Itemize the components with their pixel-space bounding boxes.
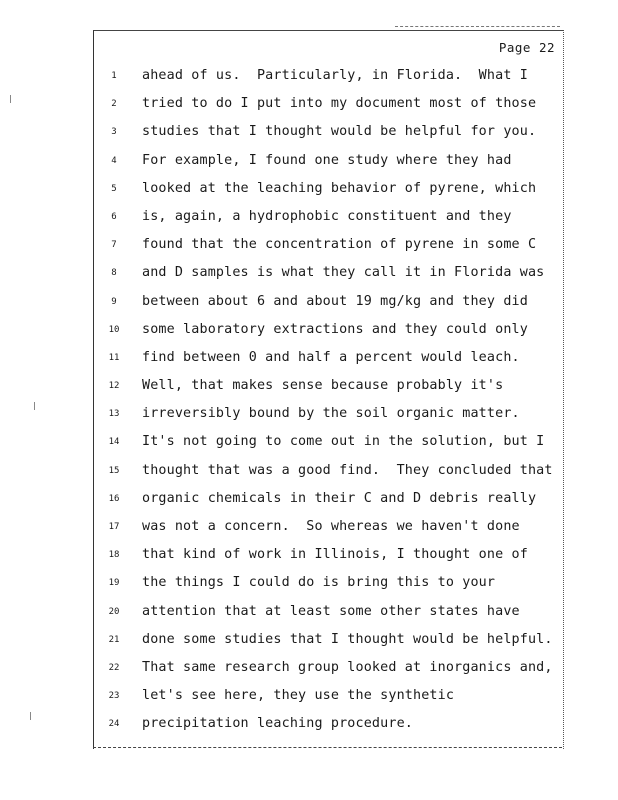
- page-number: Page 22: [498, 40, 555, 55]
- line-number: 16: [108, 493, 120, 504]
- line-number: 14: [108, 437, 120, 448]
- transcript-line: thought that was a good find. They concluded that: [142, 462, 553, 478]
- transcript-line: It's not going to come out in the solution, but I: [142, 434, 545, 450]
- transcript-line: done some studies that I thought would be helpful.: [142, 631, 553, 647]
- transcript-line: For example, I found one study where they had: [142, 152, 512, 168]
- line-number: 8: [111, 268, 117, 279]
- transcript-line: is, again, a hydrophobic constituent and they: [142, 208, 512, 224]
- transcript-page: [93, 30, 564, 749]
- transcript-line: ahead of us. Particularly, in Florida. What I: [142, 68, 528, 83]
- line-number: 12: [108, 381, 120, 392]
- line-number: 6: [111, 211, 117, 222]
- transcript-line: and D samples is what they call it in Florida was: [142, 265, 545, 281]
- line-number: 20: [108, 606, 120, 617]
- line-number: 24: [108, 719, 120, 730]
- scan-margin-mark: [10, 95, 11, 103]
- line-number: 23: [108, 691, 120, 702]
- transcript-line: let's see here, they use the synthetic: [142, 688, 455, 704]
- transcript-line: some laboratory extractions and they could only: [142, 321, 528, 337]
- transcript-line: between about 6 and about 19 mg/kg and they did: [142, 293, 528, 309]
- top-border-dash: [395, 26, 560, 28]
- transcript-line: That same research group looked at inorganics and,: [142, 659, 553, 675]
- transcript-line: organic chemicals in their C and D debris really: [142, 490, 537, 506]
- transcript-line: was not a concern. So whereas we haven't done: [142, 519, 520, 534]
- line-number: 1: [111, 71, 117, 81]
- line-number: 22: [108, 662, 120, 673]
- line-number: 2: [111, 99, 117, 110]
- line-number-column: [94, 68, 134, 745]
- transcript-line: irreversibly bound by the soil organic matter.: [142, 406, 520, 422]
- line-number: 5: [111, 183, 117, 194]
- transcript-line: attention that at least some other states have: [142, 603, 520, 619]
- transcript-line: find between 0 and half a percent would leach.: [142, 349, 520, 365]
- transcript-line: precipitation leaching procedure.: [142, 716, 413, 732]
- line-number: 3: [111, 127, 117, 138]
- line-number: 15: [108, 465, 120, 476]
- transcript-line: the things I could do is bring this to your: [142, 575, 496, 591]
- transcript-line: studies that I thought would be helpful for you.: [142, 124, 537, 140]
- transcript-line: tried to do I put into my document most of those: [142, 96, 537, 112]
- line-number: 10: [108, 324, 120, 335]
- line-number: 18: [108, 550, 120, 561]
- line-number: 13: [108, 409, 120, 420]
- line-number: 19: [108, 578, 120, 589]
- bottom-rule: [93, 747, 562, 748]
- scan-margin-mark: [30, 712, 31, 720]
- transcript-line: that kind of work in Illinois, I thought one of: [142, 547, 528, 563]
- line-number: 9: [111, 296, 117, 307]
- line-number: 21: [108, 634, 120, 645]
- transcript-text: [142, 65, 558, 742]
- transcript-line: looked at the leaching behavior of pyrene, which: [142, 180, 537, 196]
- transcript-line: Well, that makes sense because probably it's: [142, 378, 504, 394]
- line-number: 7: [111, 240, 117, 251]
- transcript-line: found that the concentration of pyrene in some C: [142, 237, 537, 253]
- scan-margin-mark: [34, 402, 35, 410]
- line-number: 11: [108, 352, 120, 363]
- line-number: 17: [108, 522, 120, 532]
- line-number: 4: [111, 155, 117, 166]
